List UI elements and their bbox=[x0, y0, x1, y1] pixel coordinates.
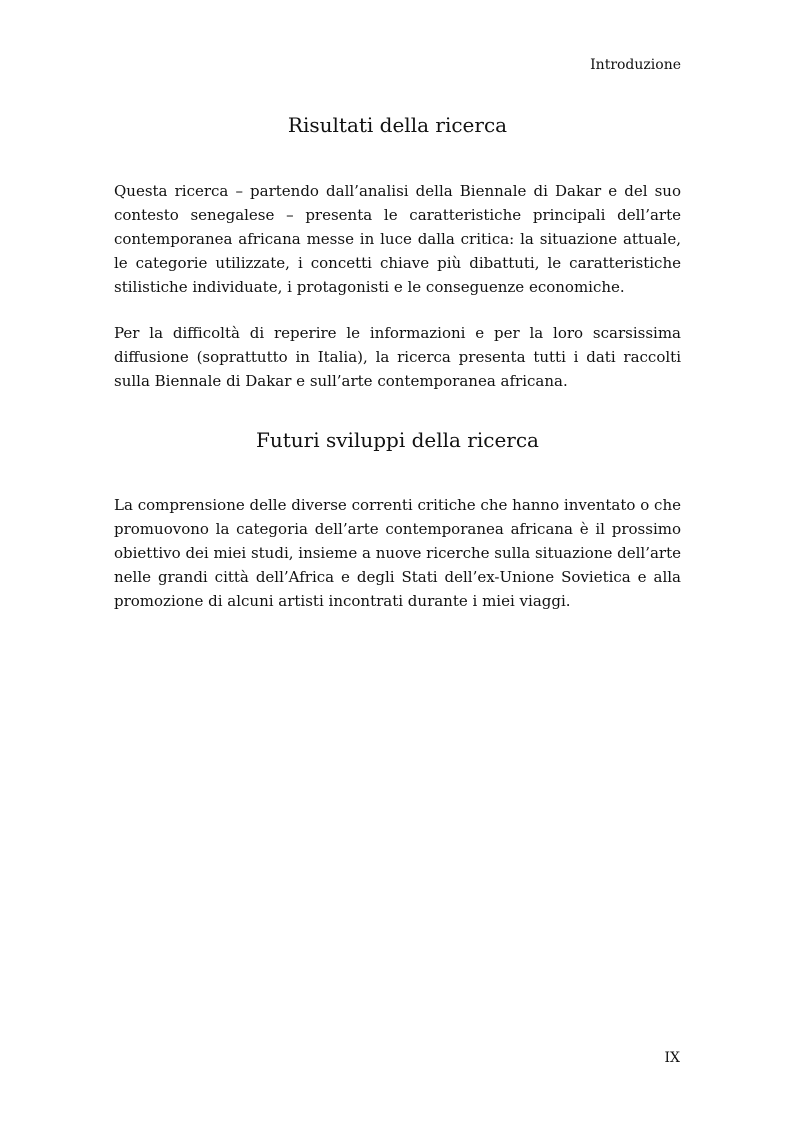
section-heading-future: Futuri sviluppi della ricerca bbox=[256, 428, 539, 452]
page-body bbox=[114, 112, 681, 613]
paragraph-results-2: Per la difficoltà di reperire le informazioni e per la loro scarsissima diffusione (soprattutto in Italia), la ricerca presenta tutti i dati raccolti sulla Biennale di Dakar e sull’arte contemporanea africana. bbox=[114, 324, 681, 390]
paragraph-results-1: Questa ricerca – partendo dall’analisi della Biennale di Dakar e del suo contesto senegalese – presenta le caratteristiche principali dell’arte contemporanea africana messe in luce dalla critica: la situazione attuale, le categorie utilizzate, i concetti chiave più dibattuti, le caratteristiche stilistiche individuate, i protagonisti e le conseguenze economiche. bbox=[114, 182, 681, 296]
paragraph-future-1: La comprensione delle diverse correnti critiche che hanno inventato o che promuovono la categoria dell’arte contemporanea africana è il prossimo obiettivo dei miei studi, insieme a nuove ricerche sulla situazione dell’arte nelle grandi città dell’Africa e degli Stati dell’ex-Unione Sovietica e alla promozione di alcuni artisti incontrati durante i miei viaggi. bbox=[114, 496, 681, 610]
section-heading-results: Risultati della ricerca bbox=[287, 113, 508, 137]
page-number: IX bbox=[664, 1050, 680, 1066]
running-header: Introduzione bbox=[590, 57, 681, 73]
